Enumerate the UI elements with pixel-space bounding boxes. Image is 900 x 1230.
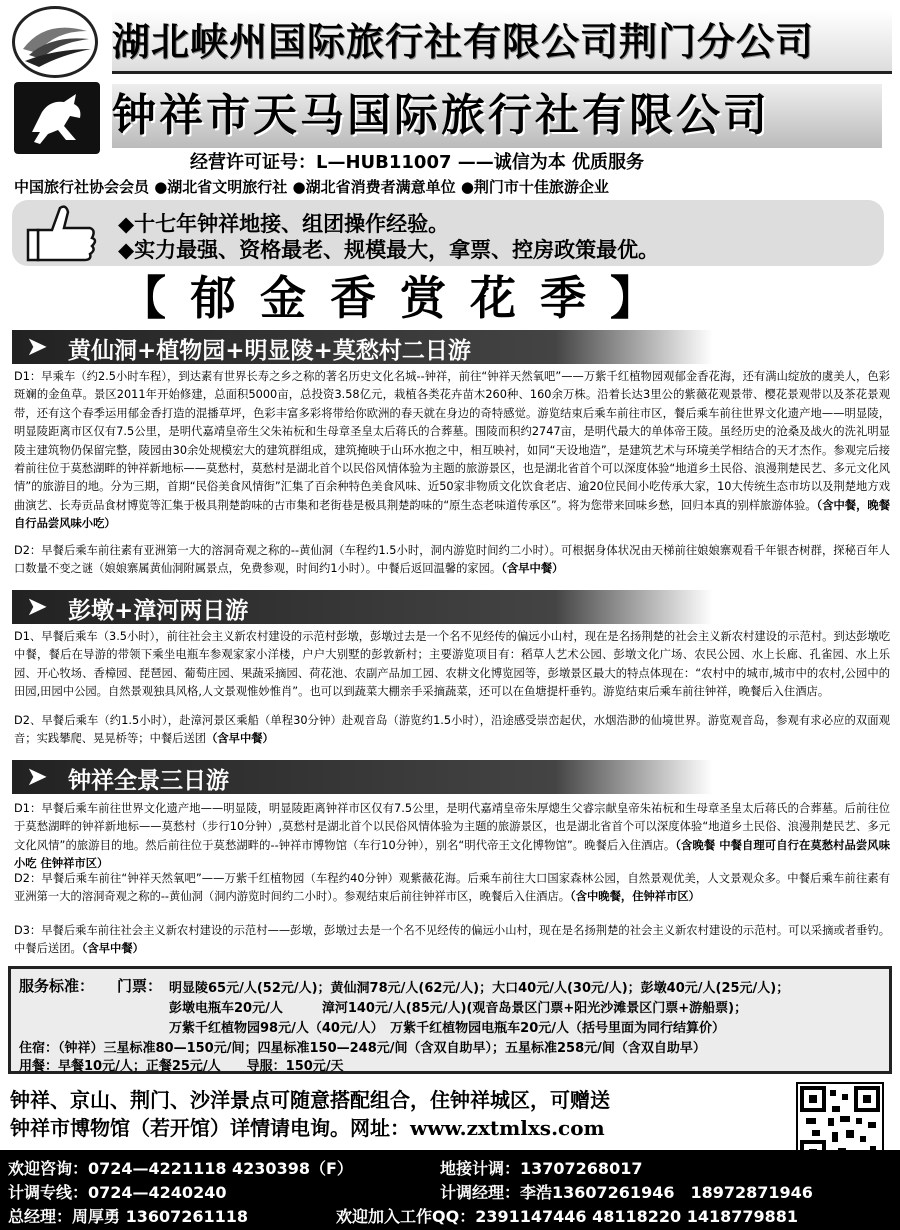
hotline-phone: 计调专线：0724—4240240 — [8, 1183, 227, 1202]
ticket-line: 万紫千红植物园98元/人（40元/人） 万紫千红植物园电瓶车20元/人（括号里面为同行结算价） — [169, 1021, 726, 1036]
horse-logo — [14, 82, 100, 154]
itinerary-day: D2：早餐后乘车前往素有亚洲第一大的溶洞奇观之称的--黄仙洞（车程约1.5小时，洞内游览时间约二小时）。可根据身体状况由天梯前往娘娘寨观看千年银杏树群，探秘百年人口数量不变之谜（娘娘寨属黄仙洞附属景点，免费参观，时间约1小时）。中餐后返回温馨的家园。（含早中餐） — [14, 544, 890, 576]
gm-phone: 总经理：周厚勇 13607261118 — [8, 1207, 249, 1226]
ticket-line: 明显陵65元/人(52元/人)；黄仙洞78元/人(62元/人)；大口40元/人(30元/人)；彭墩40元/人(25元/人)； — [169, 981, 790, 996]
work-qq: 欢迎加入工作QQ：2391147446 48118220 1418779881 — [336, 1207, 799, 1226]
itinerary-day: D2：早餐后乘车前往“钟祥天然氧吧”——万紫千红植物园（车程约40分钟）观紫薇花海。后乘车前往大口国家森林公园，自然景观优美，人文景观众多。中餐后乘车前往素有亚洲第一大的溶洞奇观之称的--黄仙洞（洞内游览时间约二小时）。参观结束后前往钟祥市区，晚餐后入住酒店。（含中晚餐，住钟祥市区） — [14, 872, 890, 904]
arrow-icon: ➤ — [26, 332, 48, 362]
route-title-bar — [12, 590, 888, 624]
itinerary-day: D1、早餐后乘车（3.5小时），前往社会主义新农村建设的示范村彭墩，彭墩过去是一个名不见经传的偏远小山村，现在是名扬荆楚的社会主义新农村建设的示范村。到达彭墩吃中餐，餐后在导游的带领下乘坐电瓶车参观家家小洋楼，户户大别墅的彭敦新村；主要游览项目有：稻草人艺术公园、彭墩文化广场、农民公园、水上长廊、孔雀园、水上乐园、开心牧场、香樟园、琵琶园、葡萄庄园、果蔬采摘园、荷花池、农副产品加工园、农耕文化博览园等，彭墩景区最大的特点体现在：“农村中的城市,城市中的农村,公园中的田园,田园中公园。自然景观独具风格,人文景观惟妙惟肖”。也可以到蔬菜大棚亲手采摘蔬菜，还可以在鱼塘提杆垂钓。游览结束后乘车前往钟祥，晚餐后入住酒店。 — [14, 630, 890, 699]
meal-line: 用餐：早餐10元/人；正餐25元/人 导服：150元/天 — [19, 1059, 344, 1074]
contact-footer — [0, 1150, 900, 1230]
company-name-secondary: 钟祥市天马国际旅行社有限公司 — [112, 84, 882, 148]
ticket-label: 门票： — [117, 977, 163, 995]
promo-line-2: 钟祥市博物馆（若开馆）详情请电询。网址：www.zxtmlxs.com — [10, 1116, 605, 1140]
feature-1: ◆十七年钟祥地接、组团操作经验。 — [118, 212, 450, 236]
arrow-icon: ➤ — [26, 592, 48, 622]
route-title-bar — [12, 330, 888, 364]
route-title: 黄仙洞+植物园+明显陵+莫愁村二日游 — [68, 338, 471, 364]
itinerary-day: D1：早乘车（约2.5小时车程），到达素有世界长寿之乡之称的著名历史文化名城--钟祥，前往“钟祥天然氧吧”——万紫千红植物园观郁金香花海，还有满山绽放的虞美人，色彩斑斓的金鱼草。景区2011年开始修建，总面积5000亩，总投资3.58亿元，栽植各类花卉苗木260种、160余万株。沿着长达3里公的紫薇花观景带、樱花景观带以及茶花景观带，还有这个春季运用郁金香打造的混播草坪，色彩丰富多彩将带给你欧洲的春天就在身边的奇特感觉。游览结束后乘车前往市区，餐后乘车前往世界文化遗产地——明显陵，明显陵距离市区仅有7.5公里，是明代嘉靖皇帝生父朱祐杬和生母章圣皇太后蒋氏的合葬墓。围陵而积约2747亩，是明代最大的单体帝王陵。虽经历史的沧桑及战火的洗礼明显陵主建筑物仍保留完整，陵园由30余处规模宏大的建筑群组成，建筑掩映于山环水抱之中，相互映衬，如同“天设地造”，是建筑艺术与环境美学相结合的天才杰作。参观完后接着前往位于莫愁湖畔的钟祥新地标——莫愁村，莫愁村是湖北首个以民俗风情体验为主题的旅游景区，也是湖北省首个可以深度体验“地道乡土民俗、浪漫荆楚民艺、多元文化风情”的旅游目的地。分为三期，首期“民俗美食风情街”汇集了百余种特色美食风味、近50家非物质文化饮食老店、逾20位民间小吃传承大家，10大传统生态市坊以及荆楚地方戏曲演艺、长寿贡品食材博览等汇集于极具荆楚韵味的古市集和老街巷是极具荆楚韵味的“原生态老味道传承区”。将为您带来回味乡愁，回归本真的别样旅游体验。（含中餐，晚餐自行品尝风味小吃） — [14, 370, 890, 531]
arrow-icon: ➤ — [26, 762, 48, 792]
membership-line: 中国旅行社协会会员 ●湖北省文明旅行社 ●湖北省消费者满意单位 ●荆门市十佳旅游企业 — [14, 178, 609, 196]
service-label: 服务标准： — [19, 977, 95, 995]
thumbs-up-icon — [14, 200, 108, 266]
service-standards — [8, 966, 892, 1074]
itinerary-day: D1：早餐后乘车前往世界文化遗产地——明显陵，明显陵距离钟祥市区仅有7.5公里，是明代嘉靖皇帝朱厚熜生父睿宗献皇帝朱祐杬和生母章圣皇太后蒋氏的合葬墓。后前往位于莫愁湖畔的钟祥新地标——莫愁村（步行10分钟）,莫愁村是湖北首个以民俗风情体验为主题的旅游景区，也是湖北省首个可以深度体验“地道乡土民俗、浪漫荆楚民艺、多元文化风情”的旅游目的地。然后前往位于莫愁湖畔的--钟祥市博物馆（车行10分钟），别名“明代帝王文化博物馆”。晚餐后入住酒店。（含晚餐 中餐自理可自行在莫愁村品尝风味小吃 住钟祥市区） — [14, 802, 890, 871]
route-title: 彭墩+漳河两日游 — [68, 598, 249, 624]
feature-2: ◆实力最强、资格最老、规模最大，拿票、控房政策最优。 — [118, 238, 660, 262]
ticket-line: 彭墩电瓶车20元/人 漳河140元/人(85元/人)(观音岛景区门票+阳光沙滩景区门票+游船票)； — [169, 1001, 748, 1016]
route-title: 钟祥全景三日游 — [68, 768, 229, 794]
company-logo — [12, 6, 98, 78]
itinerary-day: D3：早餐后乘车前往社会主义新农村建设的示范村——彭墩，彭墩过去是一个名不见经传的偏远小山村，现在是名扬荆楚的社会主义新农村建设的示范村。可以采摘或者垂钓。中餐后送团。（含早中餐） — [14, 924, 890, 956]
company-name-primary: 湖北峡州国际旅行社有限公司荆门分公司 — [112, 10, 892, 74]
itinerary-day: D2、早餐后乘车（约1.5小时），赴漳河景区乘船（单程30分钟）赴观音岛（游览约1.5小时），沿途感受崇峦起伏，水烟浩渺的仙境世界。游览观音岛，参观有求必应的双面观音；实践攀爬、晃晃桥等；中餐后送团（含早中餐） — [14, 714, 890, 746]
event-banner: 【郁金香赏花季】 — [120, 271, 680, 325]
manager-phone: 计调经理：李浩13607261946 18972871946 — [440, 1183, 813, 1202]
dispatch-phone: 地接计调：13707268017 — [440, 1159, 643, 1178]
route-title-bar — [12, 760, 888, 794]
consult-phone: 欢迎咨询：0724—4221118 4230398（F） — [8, 1159, 353, 1178]
license-line: 经营许可证号：L—HUB11007 ——诚信为本 优质服务 — [190, 152, 645, 173]
promo-line-1: 钟祥、京山、荆门、沙洋景点可随意搭配组合，住钟祥城区，可赠送 — [10, 1088, 610, 1112]
accommodation-line: 住宿：（钟祥）三星标准80—150元/间；四星标准150—248元/间（含双自助早）；五星标准258元/间（含双自助早） — [19, 1041, 706, 1056]
